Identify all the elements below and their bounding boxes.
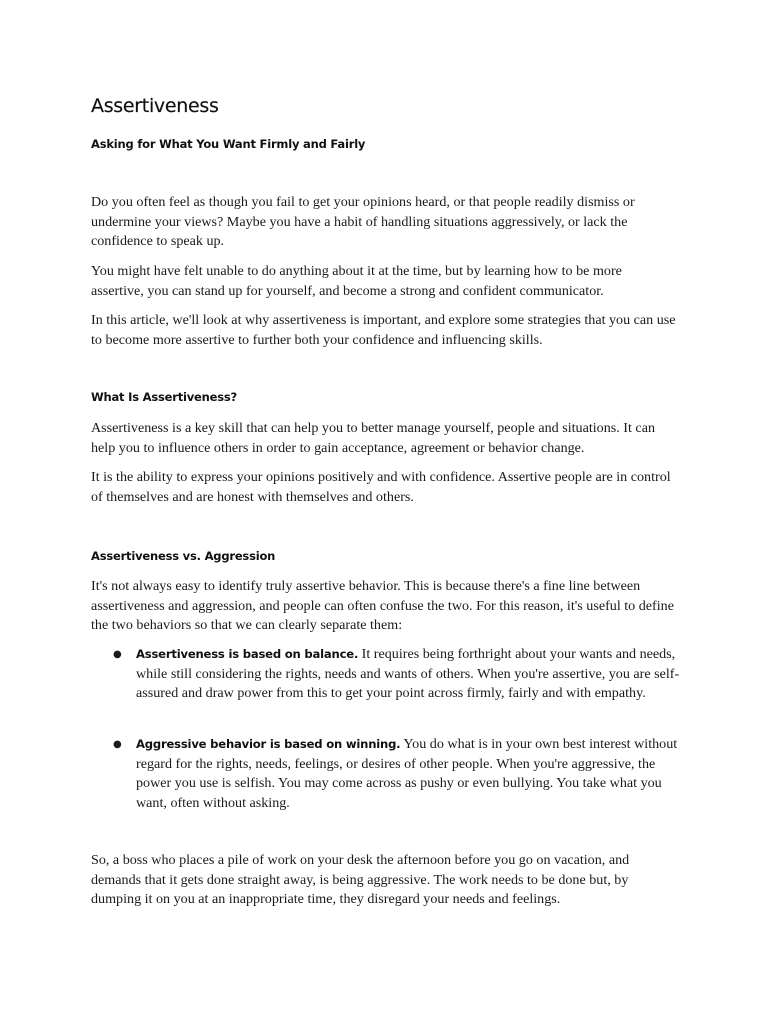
bullet-lead: Assertiveness is based on balance. xyxy=(136,647,359,661)
bullet-lead: Aggressive behavior is based on winning. xyxy=(136,737,401,751)
bullet-text xyxy=(136,735,681,813)
bullet-body: It requires being forthright about your wants and needs, while still considering the rights, needs and wants of others. When you're assertive, you are self-assured and draw power from this to get your point across firmly, fairly and with empathy. xyxy=(136,646,680,701)
intro-paragraph-3: In this article, we'll look at why assertiveness is important, and explore some strategies that you can use to become more assertive to further both your confidence and influencing skills. xyxy=(91,312,676,348)
section2-paragraph: It's not always easy to identify truly assertive behavior. This is because there's a fine line between assertiveness and aggression, and people can often confuse the two. For this reason, it's useful to define the two behaviors so that we can clearly separate them: xyxy=(91,578,674,633)
intro-paragraph-2: You might have felt unable to do anything about it at the time, but by learning how to be more assertive, you can stand up for yourself, and become a strong and confident communicator. xyxy=(91,263,622,299)
intro-paragraph-1: Do you often feel as though you fail to get your opinions heard, or that people readily dismiss or undermine your views? Maybe you have a habit of handling situations aggressively, or lack the confidence to speak up. xyxy=(91,194,635,249)
bullet-marker: ● xyxy=(113,649,122,660)
document-subtitle: Asking for What You Want Firmly and Fairly xyxy=(91,137,366,151)
bullet-marker: ● xyxy=(113,739,122,750)
section1-paragraph-1: Assertiveness is a key skill that can help you to better manage yourself, people and situations. It can help you to influence others in order to gain acceptance, agreement or behavior change. xyxy=(91,420,655,456)
closing-paragraph: So, a boss who places a pile of work on your desk the afternoon before you go on vacation, and demands that it gets done straight away, is being aggressive. The work needs to be done but, by dumping it on you at an inappropriate time, they disregard your needs and feelings. xyxy=(91,852,630,907)
bullet-text xyxy=(136,645,681,704)
section-heading-assertiveness-vs-aggression: Assertiveness vs. Aggression xyxy=(91,549,276,563)
bullet-body: You do what is in your own best interest without regard for the rights, needs, feelings, or desires of other people. When you're aggressive, the power you use is selfish. You may come across as pushy or even bullying. You take what you want, often without asking. xyxy=(136,736,678,811)
section-heading-what-is-assertiveness: What Is Assertiveness? xyxy=(91,390,238,404)
section1-paragraph-2: It is the ability to express your opinions positively and with confidence. Assertive people are in control of themselves and are honest with themselves and others. xyxy=(91,469,671,505)
document-title: Assertiveness xyxy=(91,95,219,117)
